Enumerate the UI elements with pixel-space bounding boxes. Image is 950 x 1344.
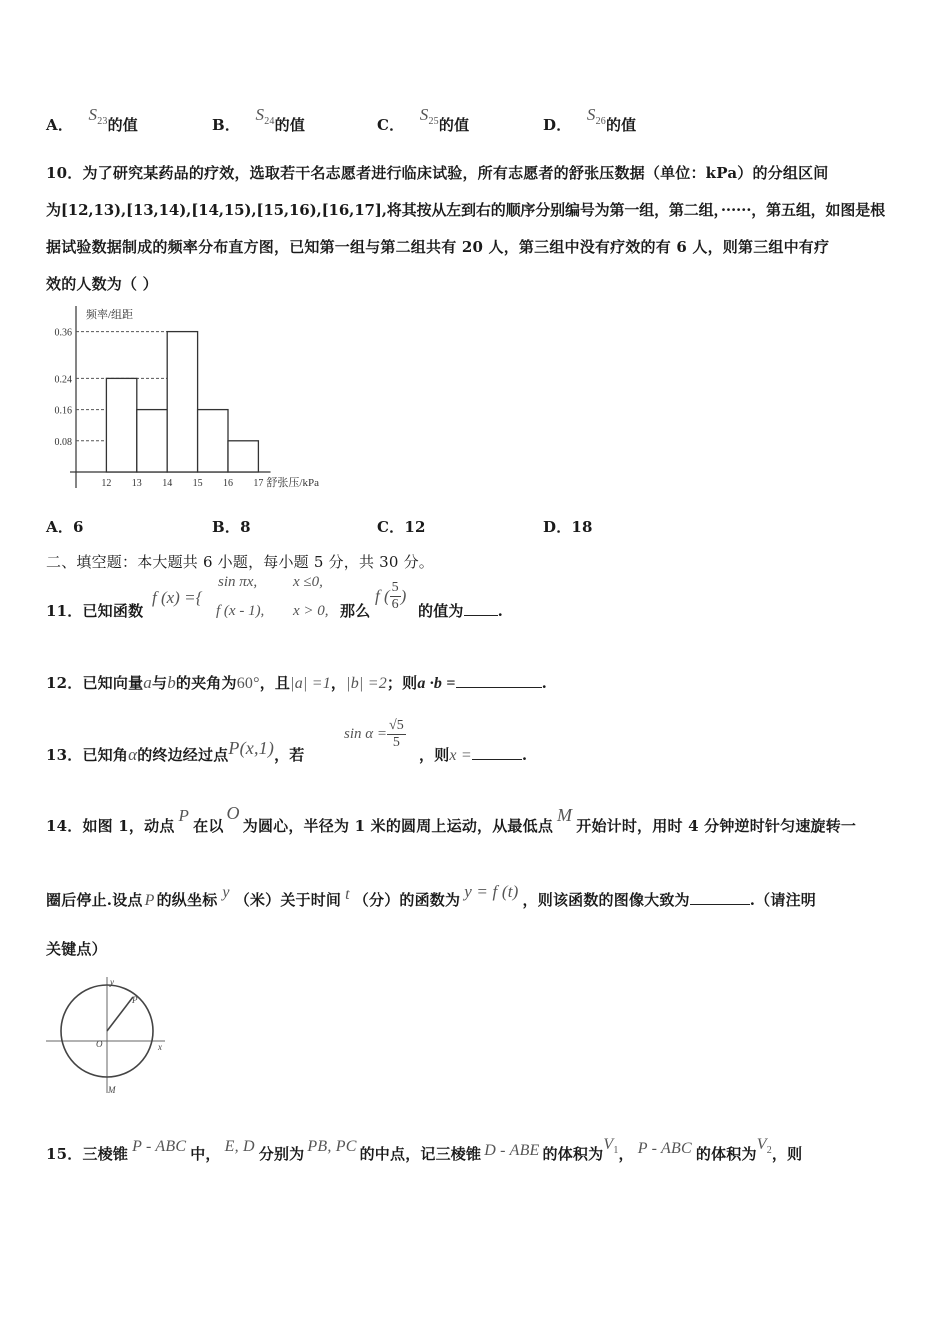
bar-16-17 <box>228 441 258 472</box>
bar-14-15 <box>167 332 197 472</box>
radius-op <box>107 997 133 1031</box>
label-x: x <box>158 1042 162 1052</box>
q10-option-d: D．18 <box>543 518 593 536</box>
q13-sin: sin α = $\frac{√5}{5}$ <box>344 718 404 750</box>
y-tick-0.24: 0.24 <box>54 374 72 386</box>
q11-case1-cond: x ≤0, <box>293 574 323 590</box>
q9-option-a: A． $S^{23}$的值 <box>46 105 138 134</box>
x-axis-label: 舒张压/kPa <box>266 477 319 489</box>
q15-line: 15．三棱锥 P - ABC 中， E, D 分别为 PB, PC 的中点，记三棱锥 D - ABE 的体积为$V^1$， P - ABC 的体积为$V^2$，则 <box>46 1136 803 1163</box>
x-tick-14: 14 <box>162 478 173 489</box>
q9-option-c: C． $S^{25}$的值 <box>377 105 470 134</box>
q14-line2: 圈后停止.设点 P 的纵坐标 y （米）关于时间 t （分）的函数为 y = f (t) ，则该函数的图像大致为 .（请注明 <box>46 882 816 909</box>
y-axis-label: 频率/组距 <box>86 309 134 321</box>
q10-option-a: A．6 <box>46 518 84 536</box>
q10-option-c: C．12 <box>377 518 426 536</box>
y-tick-0.36: 0.36 <box>54 327 72 339</box>
bar-15-16 <box>198 410 228 472</box>
q11-answer-blank[interactable] <box>464 615 498 616</box>
q9-a-symbol: S <box>88 105 98 124</box>
q10-line3: 据试验数据制成的频率分布直方图，已知第一组与第二组共有 20 人，第三组中没有疗效的有 6 人，则第三组中有疗 <box>46 238 830 256</box>
q12-line: 12．已知向量a与b的夹角为60°，且|a| =1，|b| =2；则a ·b = . <box>46 673 548 692</box>
q10-line1: 10．为了研究某药品的疗效，选取若干名志愿者进行临床试验，所有志愿者的舒张压数据（单位：kPa）的分组区间 <box>46 164 829 182</box>
x-tick-13: 13 <box>131 478 142 489</box>
q11-f-value: f ( $\frac{5}{6}$ ) <box>375 580 407 612</box>
q11-prefix: 11．已知函数 <box>46 602 144 620</box>
x-tick-16: 16 <box>223 478 233 489</box>
q9-option-d: D． $S^{26}$的值 <box>543 105 637 134</box>
q10-option-b: B．8 <box>212 518 251 536</box>
q14-line3: 关键点） <box>46 940 107 958</box>
bar-13-14 <box>137 410 167 472</box>
label-m: M <box>108 1085 116 1095</box>
q13-prefix: 13．已知角α的终边经过点P(x,1)，若 <box>46 738 305 764</box>
q13-answer-blank[interactable] <box>472 759 522 760</box>
q12-answer-blank[interactable] <box>456 687 542 688</box>
q13-suffix: ，则x = . <box>419 746 528 764</box>
label-p: P <box>132 995 138 1005</box>
q11-suffix: 的值为 . <box>418 602 504 620</box>
x-tick-12: 12 <box>101 478 112 489</box>
label-y: y <box>110 977 114 987</box>
q10-line2: 为[12,13),[13,14),[14,15),[15,16),[16,17],将其按从左到右的顺序分别编号为第一组，第二组，······，第五组，如图是根 <box>46 201 885 219</box>
unit-circle-figure <box>40 965 180 1100</box>
q11-case2-cond: x > 0, <box>293 603 329 619</box>
x-tick-17: 17 <box>253 478 264 489</box>
section-title: 二、填空题：本大题共 6 小题，每小题 5 分，共 30 分。 <box>46 553 434 571</box>
q14-answer-blank[interactable] <box>690 904 750 905</box>
x-tick-15: 15 <box>192 478 203 489</box>
q11-fx: f (x) ={ <box>152 588 203 607</box>
label-o: O <box>96 1039 103 1049</box>
bar-12-13 <box>106 378 136 472</box>
histogram-chart <box>40 300 360 500</box>
y-tick-0.08: 0.08 <box>54 436 72 448</box>
q11-case1-expr: sin πx, <box>218 574 258 590</box>
q10-line4: 效的人数为（ ） <box>46 275 158 293</box>
q9-option-b: B． $S^{24}$的值 <box>212 105 306 134</box>
q11-case2-expr: f (x - 1), <box>216 603 265 619</box>
q14-line1: 14．如图 1，动点P在以O为圆心，半径为 1 米的圆周上运动，从最低点M开始计时，用时 4 分钟逆时针匀速旋转一 <box>46 803 857 835</box>
q11-mid: 那么 <box>340 602 371 620</box>
y-tick-0.16: 0.16 <box>54 405 72 417</box>
